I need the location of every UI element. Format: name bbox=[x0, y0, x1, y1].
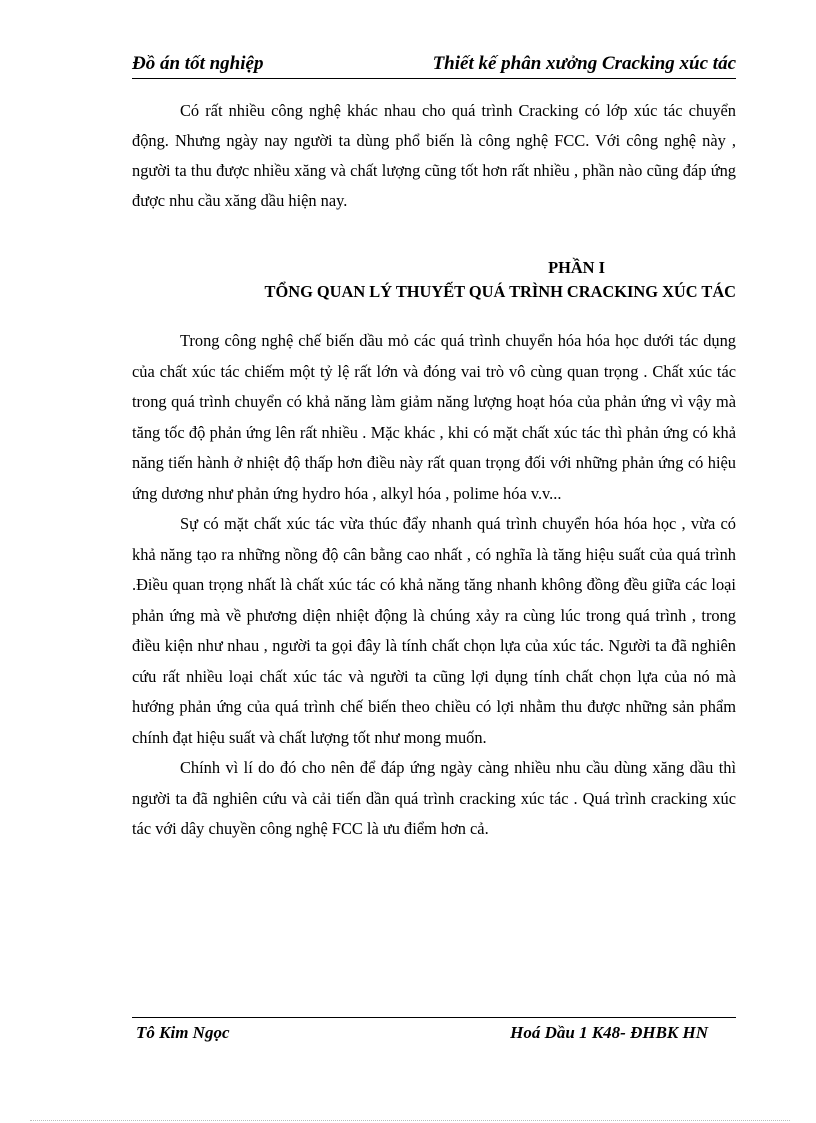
body-paragraph: Trong công nghệ chế biến dầu mỏ các quá trình chuyển hóa hóa học dưới tác dụng của chất xúc tác chiếm một tỷ lệ rất lớn và đóng vai trò vô cùng quan trọng . Chất xúc tác trong quá trình chuyển có khả năng làm giảm năng lượng hoạt hóa của phản ứng vì vậy mà tăng tốc độ phản ứng lên rất nhiều . Mặc khác , khi có mặt chất xúc tác thì phản ứng có khả năng tiến hành ở nhiệt độ thấp hơn điều này rất quan trọng đối với những phản ứng có hiệu ứng dương như phản ứng hydro hóa , alkyl hóa , polime hóa v.v... bbox=[132, 331, 736, 503]
section-title: TỔNG QUAN LÝ THUYẾT QUÁ TRÌNH CRACKING XÚC TÁC bbox=[264, 282, 736, 301]
header-thesis-title: Thiết kế phân xưởng Cracking xúc tác bbox=[432, 53, 736, 74]
intro-paragraph: Có rất nhiều công nghệ khác nhau cho quá trình Cracking có lớp xúc tác chuyển động. Nhưng ngày nay người ta dùng phổ biến là công nghệ FCC. Với công nghệ này , người ta thu được nhiều xăng và chất lượng cũng tốt hơn rất nhiều , phần nào cũng đáp ứng được nhu cầu xăng dầu hiện nay. bbox=[132, 101, 736, 210]
section-heading bbox=[132, 256, 736, 304]
page-bottom-border bbox=[30, 1120, 790, 1121]
footer-class-info: Hoá Dầu 1 K48- ĐHBK HN bbox=[510, 1023, 708, 1042]
footer-author: Tô Kim Ngọc bbox=[136, 1023, 230, 1042]
main-content bbox=[132, 326, 736, 845]
header-document-type: Đồ án tốt nghiệp bbox=[132, 53, 264, 74]
page-header bbox=[132, 52, 736, 79]
body-paragraph: Chính vì lí do đó cho nên để đáp ứng ngày càng nhiều nhu cầu dùng xăng dầu thì người ta đã nghiên cứu và cải tiến dần quá trình cracking xúc tác . Quá trình cracking xúc tác với dây chuyền công nghệ FCC là ưu điểm hơn cả. bbox=[132, 758, 736, 838]
intro-section bbox=[132, 96, 736, 216]
part-label: PHẦN I bbox=[548, 258, 605, 277]
body-paragraph: Sự có mặt chất xúc tác vừa thúc đẩy nhanh quá trình chuyển hóa hóa học , vừa có khả năng tạo ra những nồng độ cân bằng cao nhất , có nghĩa là tăng hiệu suất của quá trình .Điều quan trọng nhất là chất xúc tác có khả năng tăng nhanh không đồng đều giữa các loại phản ứng mà về phương diện nhiệt động là chúng xảy ra cùng lúc trong quá trình , trong điều kiện như nhau , người ta gọi đây là tính chất chọn lựa của xúc tác. Người ta đã nghiên cứu rất nhiều loại chất xúc tác và người ta cũng lợi dụng tính chất chọn lựa của nó mà hướng phản ứng của quá trình chế biến theo chiều có lợi nhằm thu được những sản phẩm chính đạt hiệu suất và chất lượng tốt như mong muốn. bbox=[132, 514, 736, 747]
page-footer bbox=[132, 1017, 736, 1048]
